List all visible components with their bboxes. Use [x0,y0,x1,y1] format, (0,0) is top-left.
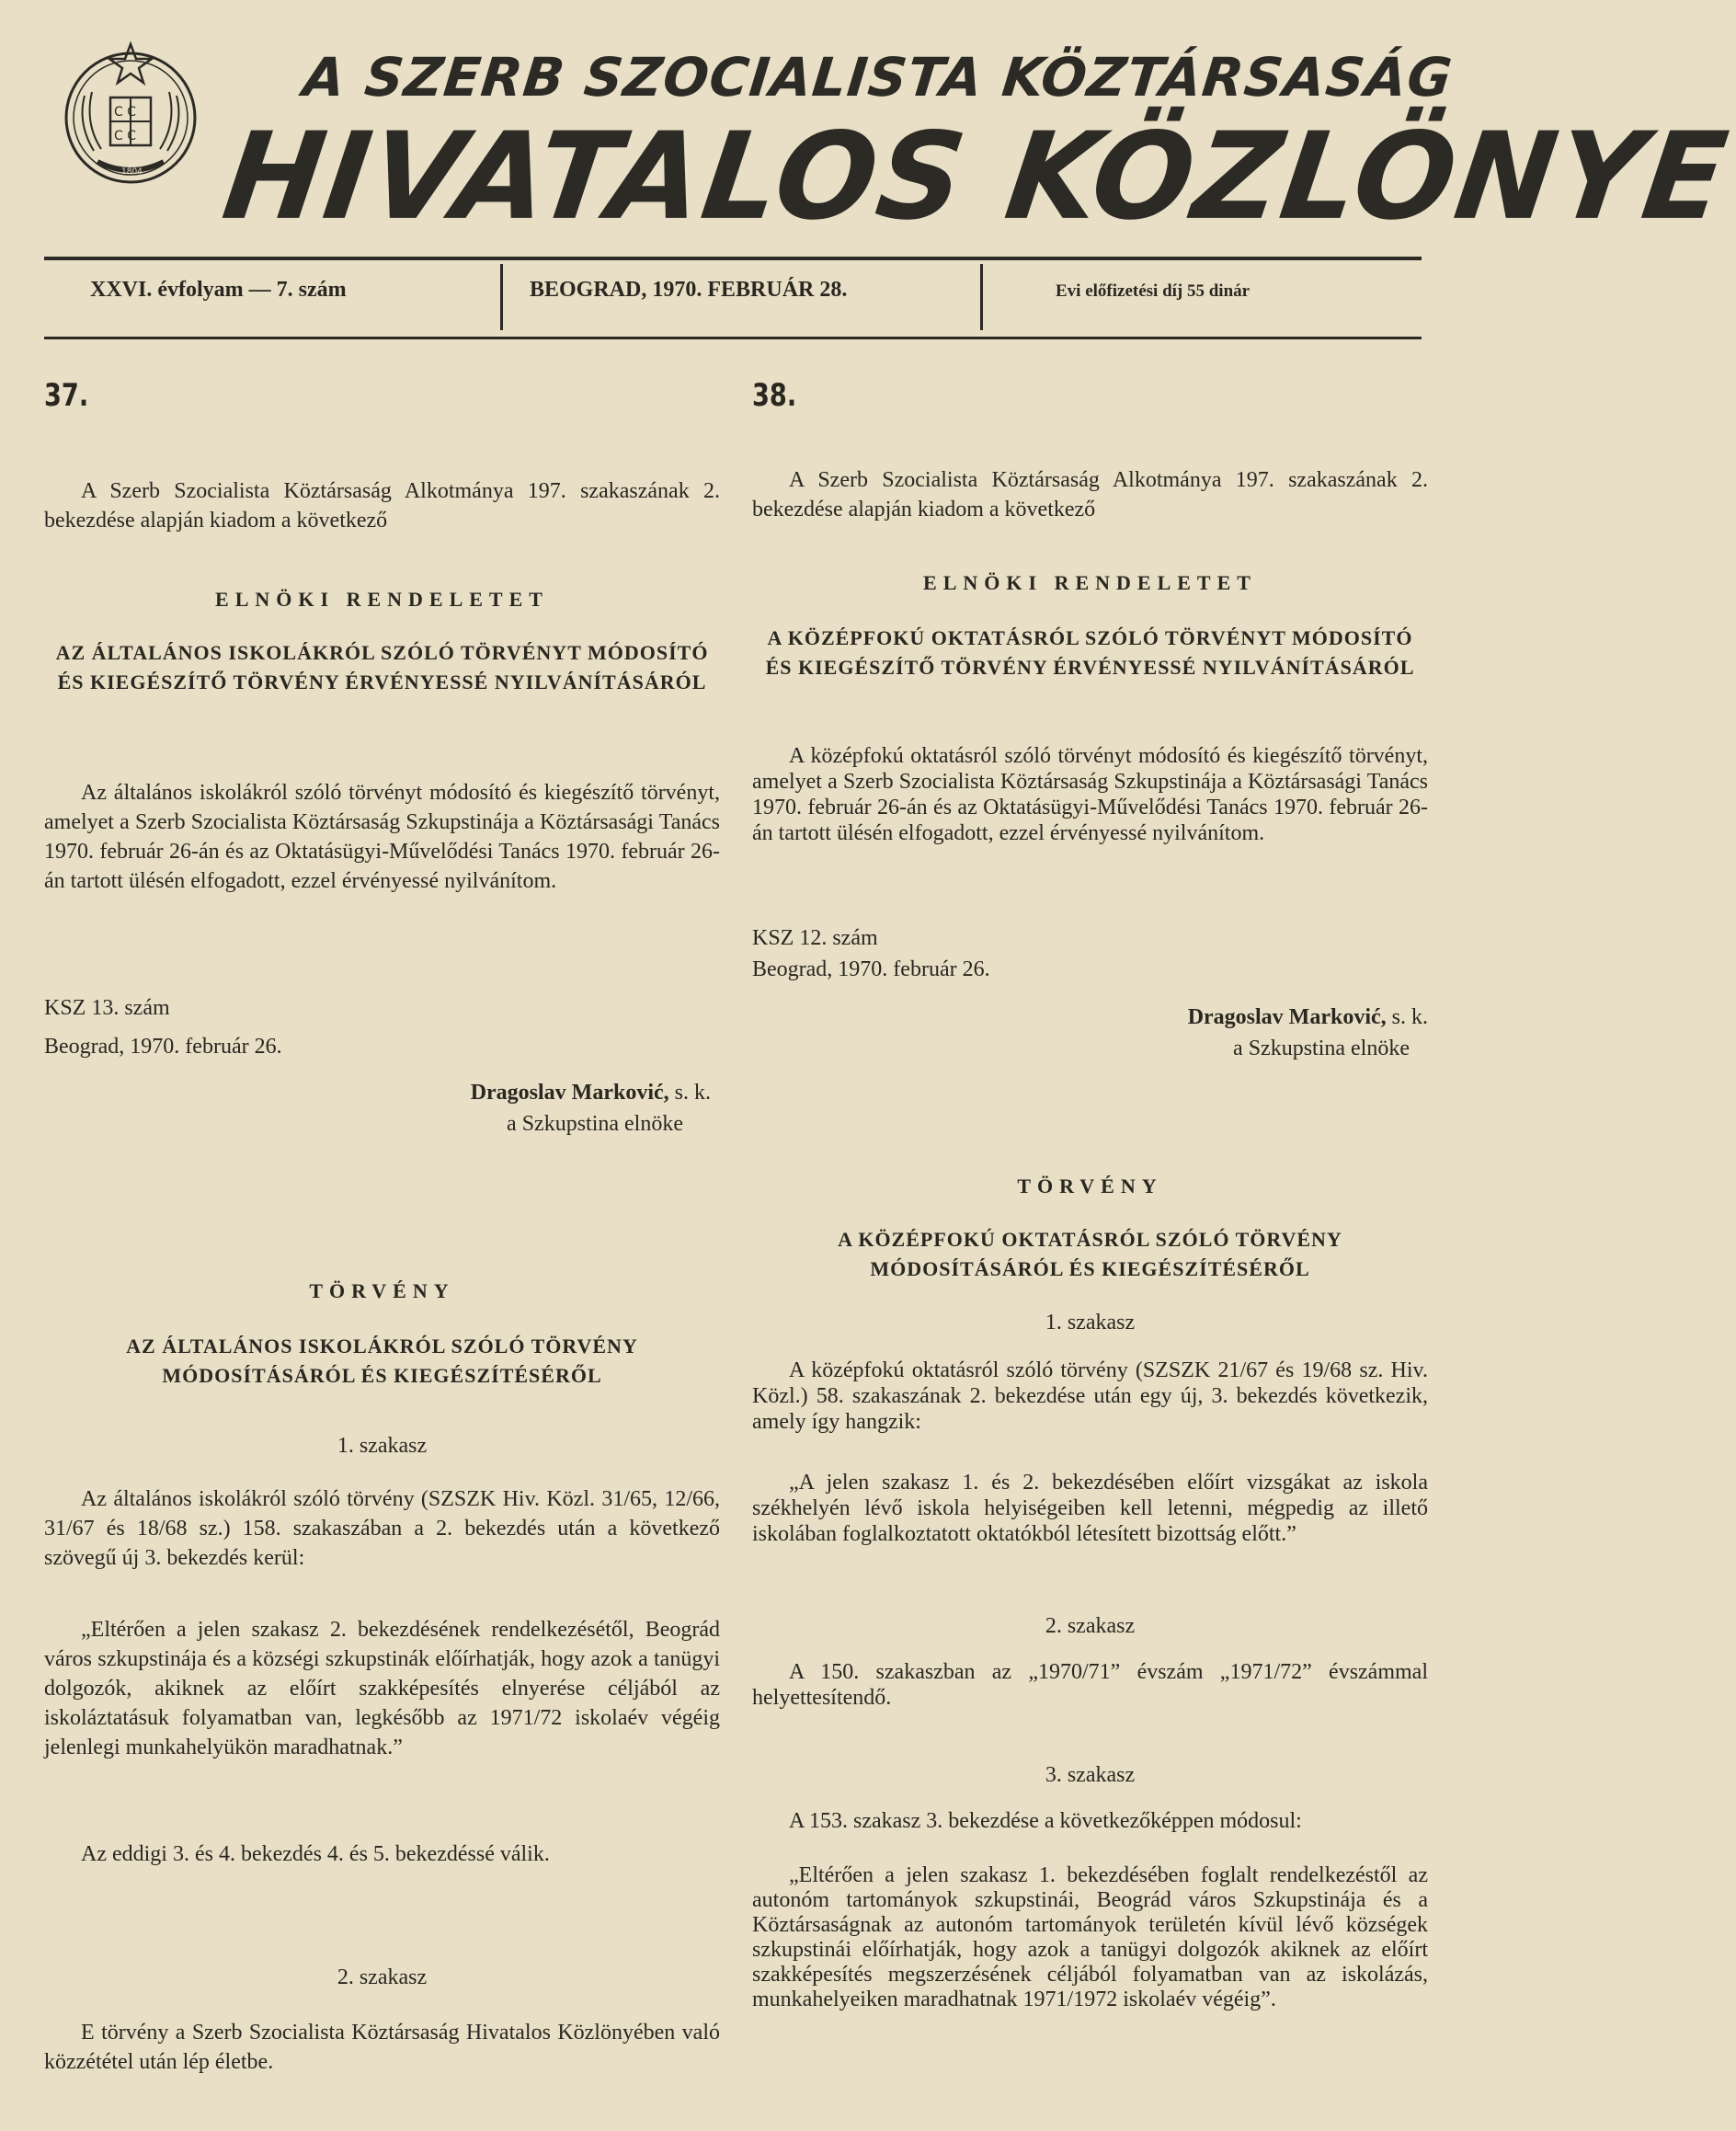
decree-title: A KÖZÉPFOKÚ OKTATÁSRÓL SZÓLÓ TÖRVÉNYT MÓDOSÍTÓ ÉS KIEGÉSZÍTŐ TÖRVÉNY ÉRVÉNYESSÉ NYILVÁNÍTÁSÁRÓL [765,626,1415,679]
section-3-label: 3. szakasz [1045,1763,1136,1787]
section-1-label: 1. szakasz [337,1434,428,1458]
decree-body: Az általános iskolákról szóló törvényt módosító és kiegészítő törvényt, amelyet a Szerb Szocialista Köztársaság Szkupstinája a Köztársasági Tanács 1970. február 26-án és az Oktatásügyi-Művelődési Tanács 1970. február 26-án tartott ülésén elfogadott, ezzel érvényessé nyilvánítom. [44,781,720,893]
decree-label: ELNÖKI RENDELETET [215,588,549,611]
section-1-para-1: Az általános iskolákról szóló törvény (SZSZK Hiv. Közl. 31/65, 12/66, 31/67 és 18/68 sz.) 158. szakaszában a 2. bekezdés után a következő szövegű új 3. bekezdés kerül: [44,1487,720,1570]
subscription-fee: Evi előfizetési díj 55 dinár [1056,281,1251,301]
signer-suffix: s. k. [674,1081,711,1105]
item-number: 38. [752,377,797,414]
signer-role: a Szkupstina elnöke [1233,1037,1410,1060]
svg-text:1804: 1804 [121,167,143,177]
mast-divider-2 [980,264,983,330]
signature [752,1002,1428,1032]
mast-divider-1 [500,264,503,330]
decree-label: ELNÖKI RENDELETET [923,571,1257,594]
section-1-para-1: A középfokú oktatásról szóló törvény (SZSZK 21/67 és 19/68 sz. Hiv. Közl.) 58. szakaszának 2. bekezdése után egy új, 3. bekezdés következik, amely így hangzik: [752,1358,1428,1434]
law-title: AZ ÁLTALÁNOS ISKOLÁKRÓL SZÓLÓ TÖRVÉNY MÓDOSÍTÁSÁRÓL ÉS KIEGÉSZÍTÉSÉRŐL [126,1335,638,1387]
section-1-para-2: „Eltérően a jelen szakasz 2. bekezdésének rendelkezésétől, Beográd város szkupstinája és a községi szkupstinák előírhatják, hogy azok a tanügyi dolgozók, akiknek az előírt szakképesítés elnyerése céljából az iskoláztatásuk folyamatban van, legkésőbb az 1971/72 iskolaév végéig jelenlegi munkahelyükön maradhatnak.” [44,1618,720,1759]
section-1-label: 1. szakasz [1045,1311,1136,1335]
section-1-para-2: „A jelen szakasz 1. és 2. bekezdésében előírt vizsgákat az iskola székhelyén lévő iskola helyiségeiben kell letenni, mégpedig az illető iskolában foglalkoztatott oktatókból létesített bizottság előtt.” [752,1471,1428,1546]
intro-text: A Szerb Szocialista Köztársaság Alkotmánya 197. szakaszának 2. bekezdése alapján kiadom a következő [44,479,720,533]
signer-name: Dragoslav Marković, [470,1081,669,1105]
volume-info: XXVI. évfolyam — 7. szám [90,278,347,302]
section-2-para-1: A 150. szakaszban az „1970/71” évszám „1971/72” évszámmal helyettesítendő. [752,1660,1428,1710]
issue-place-date: BEOGRAD, 1970. FEBRUÁR 28. [530,278,848,302]
law-label: TÖRVÉNY [1017,1174,1163,1197]
svg-text:C C: C C [114,105,137,120]
decree-title: AZ ÁLTALÁNOS ISKOLÁKRÓL SZÓLÓ TÖRVÉNYT MÓDOSÍTÓ ÉS KIEGÉSZÍTŐ TÖRVÉNY ÉRVÉNYESSÉ NYILVÁNÍTÁSÁRÓL [55,641,709,693]
signer-suffix: s. k. [1391,1005,1428,1029]
section-2-label: 2. szakasz [1045,1614,1136,1638]
decree-body: A középfokú oktatásról szóló törvényt módosító és kiegészítő törvényt, amelyet a Szerb Szocialista Köztársaság Szkupstinája a Köztársasági Tanács 1970. február 26-án és az Oktatásügyi-Művelődési Tanács 1970. február 26-án tartott ülésén elfogadott, ezzel érvényessé nyilvánítom. [752,744,1428,845]
coat-of-arms-emblem [57,40,204,188]
masthead-title: HIVATALOS KÖZLÖNYE [215,107,1736,247]
top-rule [44,257,1422,260]
section-2-label: 2. szakasz [337,1965,428,1989]
intro-text: A Szerb Szocialista Köztársaság Alkotmánya 197. szakaszának 2. bekezdése alapján kiadom a következő [752,468,1428,521]
decree-date: Beograd, 1970. február 26. [752,957,990,981]
signer-name: Dragoslav Marković, [1187,1005,1387,1029]
svg-text:C C: C C [114,129,137,143]
law-label: TÖRVÉNY [309,1279,455,1302]
ksz-number: KSZ 12. szám [752,926,878,950]
section-1-para-3: Az eddigi 3. és 4. bekezdés 4. és 5. bekezdéssé válik. [81,1842,550,1866]
bottom-rule [44,337,1422,339]
law-title: A KÖZÉPFOKÚ OKTATÁSRÓL SZÓLÓ TÖRVÉNY MÓDOSÍTÁSÁRÓL ÉS KIEGÉSZÍTÉSÉRŐL [838,1228,1342,1280]
ksz-number: KSZ 13. szám [44,996,170,1020]
item-number: 37. [44,377,89,414]
signature [44,1078,720,1107]
section-3-para-2: „Eltérően a jelen szakasz 1. bekezdésében foglalt rendelkezéstől az autonóm tartományok szkupstinái, Beográd város Szkupstinája és a Köztársaságnak az autonóm tartományok területén kívül lévő községek szkupstinái előírhatják, hogy azok a tanügyi dolgozók akiknek az előírt szakképesítés megszerzésének céljából folyamatban van az iskolázás, munkahelyeiken maradhatnak 1971/1972 iskolaév végéig”. [752,1863,1428,2011]
masthead-line1: A SZERB SZOCIALISTA KÖZTÁRSASÁG [300,46,1456,109]
section-2-para-1: E törvény a Szerb Szocialista Köztársaság Hivatalos Közlönyében való közzététel után lép életbe. [44,2021,720,2074]
signer-role: a Szkupstina elnöke [507,1112,683,1136]
decree-date: Beograd, 1970. február 26. [44,1035,282,1059]
section-3-para-1: A 153. szakasz 3. bekezdése a következőképpen módosul: [789,1809,1302,1833]
